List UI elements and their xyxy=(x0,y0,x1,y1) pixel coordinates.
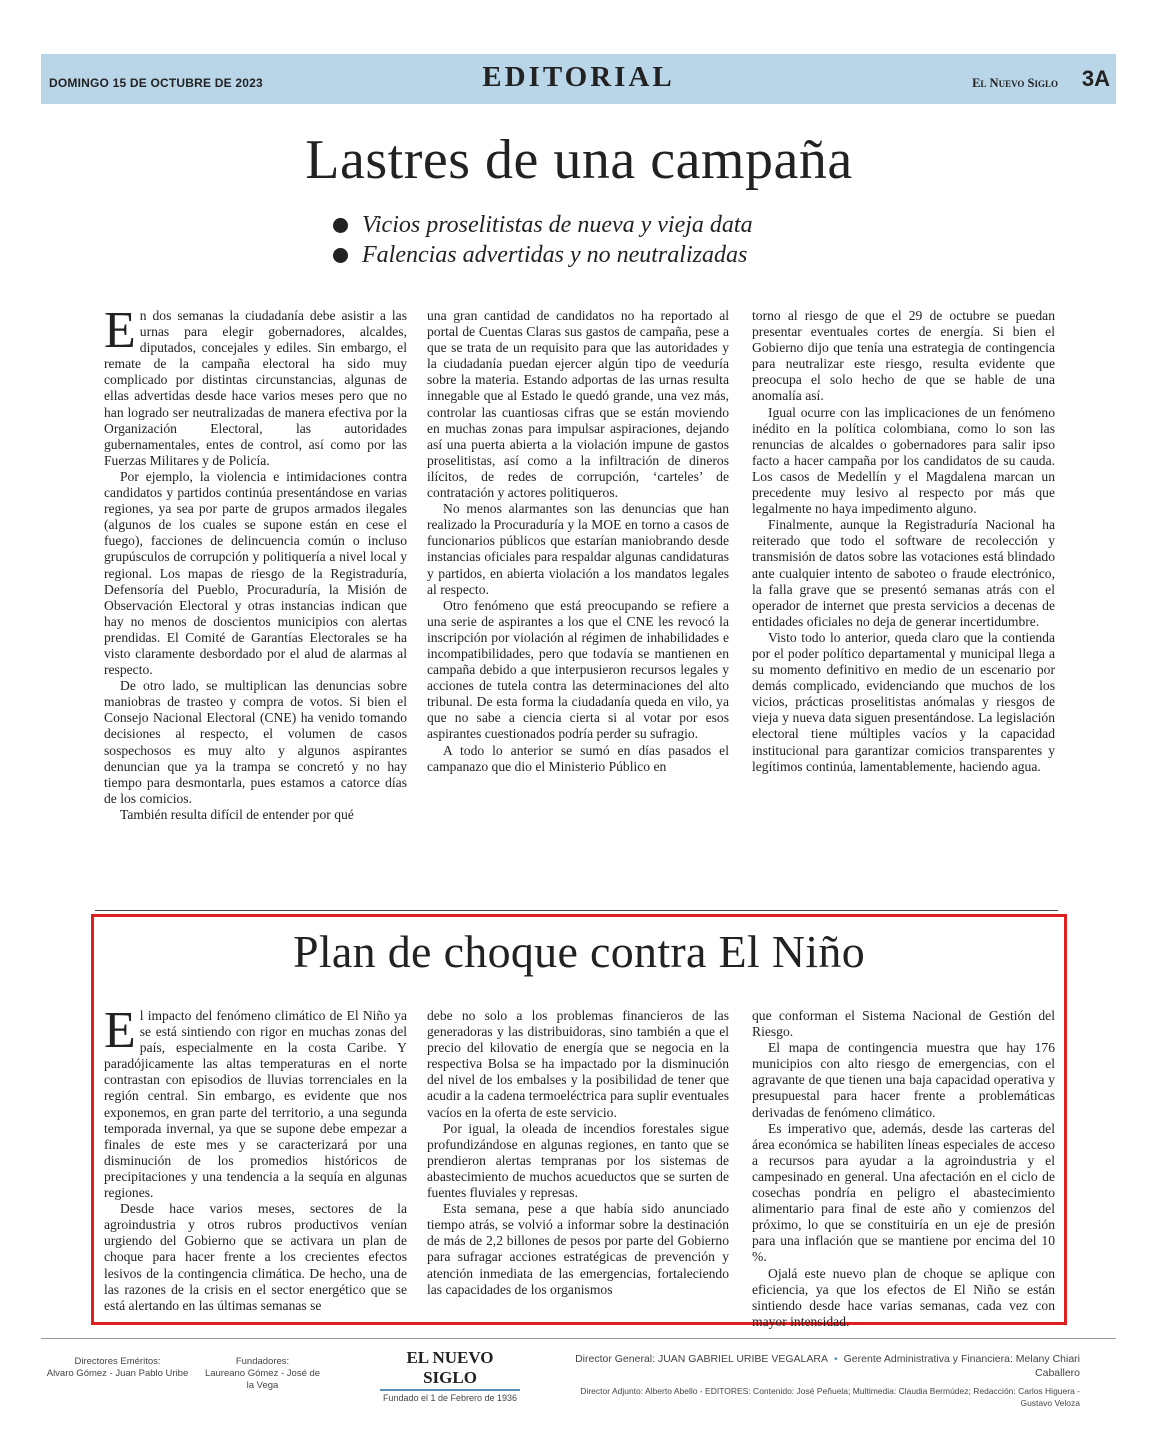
footer-logo-block xyxy=(380,1348,520,1403)
paragraph: Por ejemplo, la violencia e intimidaciones contra candidatos y partidos continúa presentándose en varias regiones, ya sea por parte de grupos armados ilegales (algunos de los cuales se supone están en cese el fuego), facciones de delincuencia común o incluso grupúsculos de corrupción y politiquería a nivel local y regional. Los mapas de riesgo de la Registraduría, Defensoría del Pueblo, Procuraduría, la Misión de Observación Electoral y otras instancias indican que hay no menos de doscientos municipios con alertas prendidas. El Comité de Garantías Electorales se ha visto claramente desbordado por el alud de alarmas al respecto. xyxy=(104,468,407,678)
newspaper-logo: EL NUEVO SIGLO xyxy=(380,1348,520,1391)
article1-column-2 xyxy=(427,308,729,775)
masthead-brand: El Nuevo Siglo xyxy=(972,76,1058,90)
paragraph: Ojalá este nuevo plan de choque se aplique con eficiencia, ya que los efectos de El Niño se están sintiendo desde hace varias semanas, cada vez con mayor intensidad. xyxy=(752,1265,1055,1329)
page-number: 3A xyxy=(1081,66,1110,91)
article1-column-3 xyxy=(752,308,1055,775)
subhead-item xyxy=(333,240,753,270)
fundadores-label: Fundadores: xyxy=(235,1356,290,1367)
paragraph: A todo lo anterior se sumó en días pasados el campanazo que dio el Ministerio Público en xyxy=(427,742,729,774)
directores-label: Directores Eméritos: xyxy=(74,1356,161,1367)
paragraph: Otro fenómeno que está preocupando se refiere a una serie de aspirantes a los que el CNE les revocó la inscripción por violación al régimen de inhabilidades e incompatibilidades, pero que todavía se mantienen en campaña debido a que interpusieron recursos legales y acciones de tutela contra las determinaciones del alto tribunal. De esta forma la ciudadanía queda en vilo, ya que no sabe a ciencia cierta si al votar por esos aspirantes cuestionados podría perder su sufragio. xyxy=(427,597,729,742)
drop-cap: E xyxy=(104,302,136,359)
paragraph: que conforman el Sistema Nacional de Gestión del Riesgo. xyxy=(752,1008,1055,1040)
article2-column-2 xyxy=(427,1008,729,1298)
bullet-icon xyxy=(333,218,348,233)
section-title: EDITORIAL xyxy=(482,61,675,93)
directores-names: Alvaro Gómez - Juan Pablo Uribe xyxy=(46,1368,189,1379)
separator-dot-icon: • xyxy=(833,1353,838,1365)
paragraph: De otro lado, se multiplican las denuncias sobre maniobras de trasteo y compra de votos. Si bien el Consejo Nacional Electoral (CNE) ha venido tomando decisiones al respecto, el volumen de casos sospechosos es muy alto y algunos aspirantes denuncian que ya la trampa se concretó y no hay tiempo para desmontarla, pues estamos a catorce días de los comicios. xyxy=(104,678,407,806)
paragraph: El impacto del fenómeno climático de El Niño ya se está sintiendo con rigor en muchas zonas del país, especialmente en la costa Caribe. Y paradójicamente las altas temperaturas en el norte contrastan con episodios de lluvias torrenciales en la región central. Sin embargo, es evidente que nos exponemos, en gran parte del territorio, a una segunda temporada invernal, ya que se supone debe empezar a finales de este mes y se caracterizará por una disminución de los promedios históricos de precipitaciones y una tendencia a la sequía en algunas regiones. xyxy=(104,1002,407,1201)
article-divider xyxy=(95,910,1058,911)
founded-date: Fundado el 1 de Febrero de 1936 xyxy=(382,1393,518,1403)
footer-rule xyxy=(41,1338,1116,1339)
paragraph: También resulta difícil de entender por qué xyxy=(120,806,354,822)
article2-column-3 xyxy=(752,1008,1055,1330)
paragraph: Es imperativo que, además, desde las carteras del área económica se habiliten líneas especiales de acceso a recursos para ayudar a la agroindustria y el campesinado en general. Una afectación en el ciclo de cosechas pondría en peligro el abastecimiento alimentario para final de este año y comienzos del próximo, lo que se constituiría en un eje de presión para una inflación que se mantiene por encima del 10 %. xyxy=(752,1120,1055,1265)
paragraph: Por igual, la oleada de incendios forestales sigue profundizándose en algunas regiones, en tanto que se prendieron alertas tempranas por los sistemas de abastecimiento de muchos acueductos que se surten de fuentes fluviales y represas. xyxy=(427,1120,729,1201)
article1-subheads xyxy=(333,210,753,270)
bullet-icon xyxy=(333,248,348,263)
section-header-band xyxy=(41,54,1116,104)
paragraph: Igual ocurre con las implicaciones de un fenómeno inédito en la política colombiana, como lo son las renuncias de alcaldes o gobernadores para salir ipso facto a hacer campaña por los candidatos de su cauda. Los casos de Medellín y el Magdalena marcan un precedente muy lesivo al respecto por más que legalmente no haya impedimento alguno. xyxy=(752,404,1055,517)
paragraph: Esta semana, pese a que había sido anunciado tiempo atrás, se volvió a informar sobre la destinación de más de 2,2 billones de pesos por parte del Gobierno para sufragar acciones estratégicas de prevención y atención inmediata de las emergencias, fortaleciendo las capacidades de los organismos xyxy=(427,1201,729,1297)
fundadores-names: Laureano Gómez - José de la Vega xyxy=(204,1368,321,1391)
paragraph: Desde hace varios meses, sectores de la agroindustria y otros rubros productivos venían urgiendo del Gobierno que se activara un plan de choque para hacer frente a los crecientes efectos lesivos de la contingencia climática. De hecho, una de las razones de la crisis en el sector energético que se está alertando en las últimas semanas se xyxy=(104,1201,407,1313)
subhead-text: Falencias advertidas y no neutralizadas xyxy=(362,242,748,268)
paragraph: una gran cantidad de candidatos no ha reportado al portal de Cuentas Claras sus gastos de campaña, pese a que se trata de un requisito para que las autoridades y la ciudadanía puedan ejercer algún tipo de veeduría sobre la materia. Estando adportas de las urnas resulta innegable que al Estado le quedó grande, una vez más, controlar las cuantiosas cifras que se están moviendo en muchas zonas para impulsar aspiraciones, dejando así una puerta abierta a la violación impune de gastos proselitistas, así como a la infiltración de dineros ilícitos, de redes de corrupción, ‘carteles’ de contratación y actores politiqueros. xyxy=(427,308,729,501)
paragraph: El mapa de contingencia muestra que hay 176 municipios con alto riesgo de emergencias, con el agravante de que tienen una baja capacidad operativa y presupuestal para hacer frente a problemáticas derivadas de fenómeno climático. xyxy=(752,1040,1055,1120)
drop-cap: E xyxy=(104,1002,136,1059)
article1-title: Lastres de una campaña xyxy=(305,129,853,191)
footer-fundadores xyxy=(200,1356,325,1392)
staff-credits: Director Adjunto: Alberto Abello - EDITORES: Contenido: José Peñuela; Multimedia: Claudia Bermúdez; Redacción: Carlos Higuera - Gustavo Veloza xyxy=(580,1386,1080,1408)
footer-directores xyxy=(40,1356,195,1380)
gerente: Gerente Administrativa y Financiera: Melany Chiari Caballero xyxy=(843,1353,1080,1379)
paragraph: Visto todo lo anterior, queda claro que la contienda por el poder político departamental y municipal llega a su momento definitivo en medio de un escenario por demás complicado, evidenciando que muchos de los vicios, prácticas proselitistas anómalas y riesgos de vieja y nueva data siguen presentándose. La legislación electoral tiene múltiples vacíos y la capacidad institucional para garantizar comicios transparentes y legítimos continúa, lamentablemente, haciendo agua. xyxy=(752,629,1055,774)
article2-column-1 xyxy=(104,1002,407,1314)
issue-date: DOMINGO 15 DE OCTUBRE DE 2023 xyxy=(49,76,263,90)
director-general: Director General: JUAN GABRIEL URIBE VEGALARA xyxy=(575,1353,828,1365)
subhead-text: Vicios proselitistas de nueva y vieja data xyxy=(362,212,753,238)
paragraph: debe no solo a los problemas financieros de las generadoras y las distribuidoras, sino también a que el precio del kilovatio de energía que se negocia en la respectiva Bolsa se ha impactado por la disminución del nivel de los embalses y la posibilidad de tener que acudir a la cadena termoeléctrica para suplir eventuales vacíos en la oferta de este servicio. xyxy=(427,1008,729,1120)
paragraph: Finalmente, aunque la Registraduría Nacional ha reiterado que todo el software de recolección y transmisión de datos sobre las votaciones está blindado ante cualquier intento de saboteo o fraude electrónico, la falla grave que se presentó semanas atrás con el operador de internet que presta servicios a decenas de entidades oficiales no deja de generar incertidumbre. xyxy=(752,517,1055,629)
article2-title: Plan de choque contra El Niño xyxy=(292,926,866,977)
paragraph: torno al riesgo de que el 29 de octubre se puedan presentar eventuales cortes de energía. Si bien el Gobierno dijo que tenía una estrategia de contingencia para neutralizar este riesgo, resulta evidente que preocupa el solo hecho de que se hable de una anomalía así. xyxy=(752,308,1055,404)
footer-staff xyxy=(555,1352,1080,1409)
paragraph: No menos alarmantes son las denuncias que han realizado la Procuraduría y la MOE en torno a casos de funcionarios públicos que estarían maniobrando desde instancias oficiales para respaldar algunas candidaturas y partidos, en abierta violación a los mandatos legales al respecto. xyxy=(427,501,729,597)
article1-column-1 xyxy=(104,302,407,823)
subhead-item xyxy=(333,210,753,240)
paragraph: En dos semanas la ciudadanía debe asistir a las urnas para elegir gobernadores, alcaldes, diputados, concejales y ediles. Sin embargo, el remate de la campaña electoral ha sido muy complicado por distintas circunstancias, algunas de ellas advertidas desde hace varios meses pero que no han logrado ser neutralizadas de manera efectiva por la Organización Electoral, las autoridades gubernamentales, entes de control, así como por las Fuerzas Militares y de Policía. xyxy=(104,302,407,468)
